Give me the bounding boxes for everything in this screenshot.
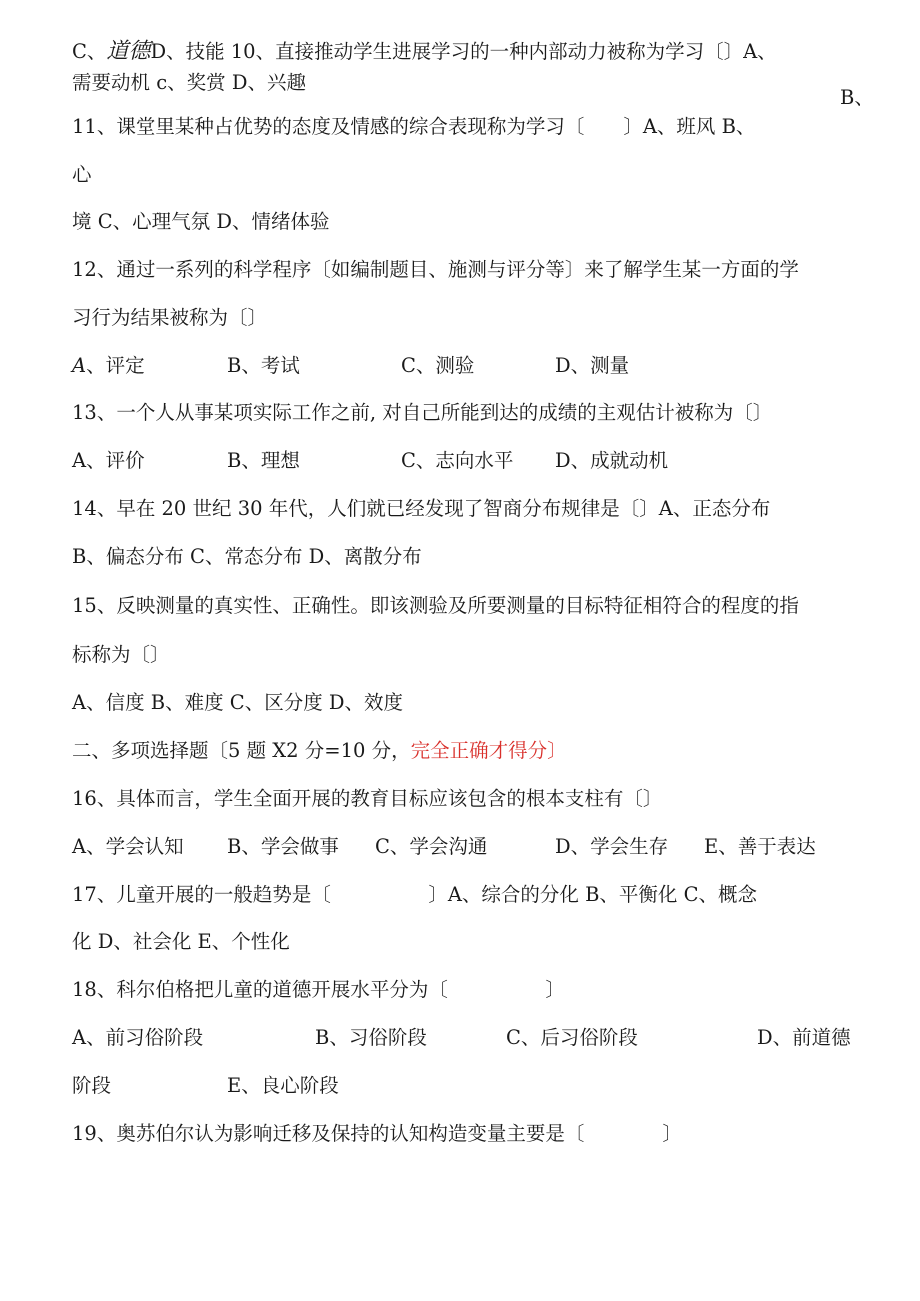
option-d: D、前道德 (757, 1026, 851, 1049)
question-12-cont: 习行为结果被称为〔〕 (72, 306, 268, 329)
question-15-cont: 标称为〔〕 (72, 643, 170, 666)
question-19: 19、奥苏伯尔认为影响迁移及保持的认知构造变量主要是〔 〕 (72, 1122, 682, 1145)
option-a: A、学会认知 (72, 835, 184, 858)
question-10-options: 需要动机 c、奖赏 D、兴趣 (72, 71, 306, 94)
option-b: B、习俗阶段 (315, 1026, 427, 1049)
question-14: 14、早在 20 世纪 30 年代，人们就已经发现了智商分布规律是〔〕A、正态分布 (72, 497, 771, 520)
option-b: B、考试 (227, 354, 300, 377)
option-d: D、测量 (555, 354, 630, 377)
option-d: D、成就动机 (555, 449, 669, 472)
option-a-letter: A (72, 354, 87, 377)
question-14-options: B、偏态分布 C、常态分布 D、离散分布 (72, 545, 422, 568)
option-a: A、评价 (72, 449, 145, 472)
question-18: 18、科尔伯格把儿童的道德开展水平分为〔 〕 (72, 978, 565, 1001)
question-16: 16、具体而言，学生全面开展的教育目标应该包含的根本支柱有〔〕 (72, 787, 663, 810)
option-e: E、善于表达 (704, 835, 816, 858)
option-c: C、后习俗阶段 (506, 1026, 638, 1049)
section-2-note: 完全正确才得分〕 (410, 739, 567, 762)
question-10-text: D、技能 10、直接推动学生进展学习的一种内部动力被称为学习〔〕A、 (150, 40, 777, 63)
option-a: A、前习俗阶段 (72, 1026, 204, 1049)
section-2-title: 二、多项选择题〔5 题 X2 分=10 分， (72, 739, 411, 762)
option-c: C、志向水平 (401, 449, 514, 472)
stray-option-b: B、 (840, 86, 874, 109)
question-11: 11、课堂里某种占优势的态度及情感的综合表现称为学习〔 〕A、班风 B、 (72, 115, 756, 138)
option-e: E、良心阶段 (227, 1074, 339, 1097)
line-q9-q10 (72, 40, 777, 64)
option-d-cont: 阶段 (72, 1074, 112, 1097)
question-11-options: 境 C、心理气氛 D、情绪体验 (72, 210, 330, 233)
question-11-cont: 心 (72, 163, 92, 186)
question-17-cont: 化 D、社会化 E、个性化 (72, 930, 290, 953)
option-c-letter: C、 (72, 40, 107, 63)
question-15: 15、反映测量的真实性、正确性。即该测验及所要测量的目标特征相符合的程度的指 (72, 594, 799, 617)
option-a (72, 354, 145, 378)
question-15-options: A、信度 B、难度 C、区分度 D、效度 (72, 691, 404, 714)
option-c: C、测验 (401, 354, 475, 377)
option-b: B、学会做事 (227, 835, 339, 858)
question-17: 17、儿童开展的一般趋势是〔 〕A、综合的分化 B、平衡化 C、概念 (72, 883, 758, 906)
question-13: 13、一个人从事某项实际工作之前, 对自己所能到达的成绩的主观估计被称为〔〕 (72, 401, 773, 424)
section-2-heading (72, 739, 567, 763)
option-c: C、学会沟通 (375, 835, 488, 858)
option-b: B、理想 (227, 449, 300, 472)
handwritten-answer: 道德 (106, 39, 151, 64)
question-12: 12、通过一系列的科学程序〔如编制题目、施测与评分等〕来了解学生某一方面的学 (72, 258, 799, 281)
option-a-text: 、评定 (86, 354, 145, 377)
option-d: D、学会生存 (555, 835, 669, 858)
